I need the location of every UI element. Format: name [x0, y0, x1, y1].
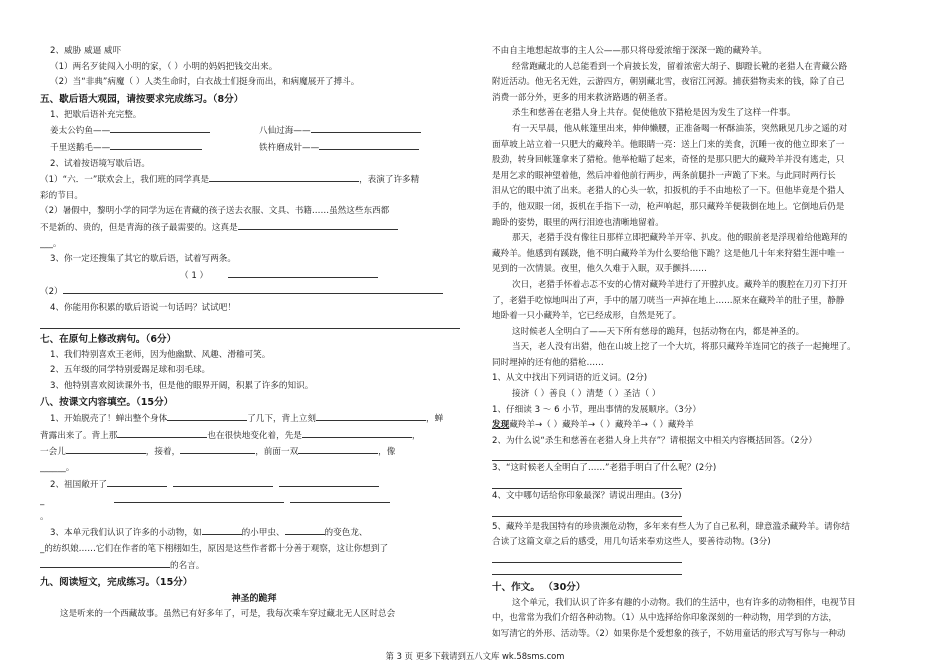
q4-item2-sentence1: （1）两名歹徒闯入小明的家，（ ）小明的妈妈把钱交出来。	[50, 61, 278, 72]
story-line-22: 同时埋掉的还有他的猎枪……	[492, 357, 604, 368]
story-line-20: 这时候老人全明白了——天下所有慈母的跪拜，包括动物在内，都是神圣的。	[512, 326, 805, 337]
answer-blank[interactable]	[114, 493, 284, 503]
q9-1-instruction: 1、从文中找出下列词语的近义词。(2分)	[492, 373, 648, 384]
q9-2-sequence: 藏羚羊→（ ）藏羚羊→（ ）藏羚羊→（ ）藏羚羊	[509, 420, 694, 431]
q8-3-d: _的纺织娘……它们在作者的笔下栩栩如生，原因是这些作者都十分善于观察，这让你想到了	[40, 544, 389, 555]
q5-row2	[40, 140, 468, 157]
q8-1-j: ，像	[378, 447, 396, 458]
answer-blank[interactable]	[290, 493, 390, 503]
story-line-15: 藏羚羊。他感到有蹊跷，他不明白藏羚羊为什么要给他下跪？这是他几十年来狩猎生涯中唯一	[492, 248, 845, 259]
answer-blank[interactable]	[302, 428, 412, 438]
q9-5-instruction: 4、文中哪句话给你印象最深？请说出理由。(3分)	[492, 491, 682, 502]
answer-blank[interactable]	[209, 172, 359, 182]
section-8-heading: 八、按课文内容填空。（15分）	[40, 397, 174, 409]
story-line-18: 了，老猎手吃惊地叫出了声，手中的屠刀咣当一声掉在地上……原来在藏羚羊的肚子里，静静	[492, 295, 845, 306]
q8-3-e: 的名言。	[170, 560, 205, 571]
answer-blank[interactable]	[285, 525, 325, 535]
story-line-3: 经常跑藏北的人总能看到一个肩披长发，留着浓密大胡子、脚蹬长靴的老猎人在青藏公路	[512, 61, 848, 72]
answer-blank[interactable]	[110, 123, 210, 133]
story-line-11: 泪从它的眼中流了出来。老猎人的心头一软，扣扳机的手不由地松了一下。但他毕竟是个猎人	[492, 186, 845, 197]
q9-1-words: 接济（ ）善良（ ）清楚（ ）圣洁（ ）	[512, 389, 661, 400]
q4-item2-words: 2、威胁 威逼 威吓	[50, 46, 122, 56]
right-column	[492, 44, 912, 643]
q5-context1-a: （1）“六．一”联欢会上，我们班的同学真是	[40, 175, 210, 186]
answer-blank[interactable]	[110, 140, 202, 150]
q5-answer1-label: （ 1 ）	[180, 270, 209, 281]
section-7-heading: 七、在原句上修改病句。（6分）	[40, 333, 177, 345]
q5-instruction1: 1、把歇后语补充完整。	[50, 109, 142, 120]
q8-1-d: 背露出来了。背上那	[40, 430, 118, 441]
q5-context2-a: （2）暑假中，黎明小学的同学为远在青藏的孩子送去衣服、文具、书籍……虽然这些东西都	[40, 206, 390, 217]
answer-blank[interactable]	[238, 220, 398, 230]
q8-3-c: 的变色龙、	[324, 528, 368, 539]
q7-sentence1: 1、我们特别喜欢王老师，因为他幽默、风趣、滑稽可笑。	[50, 349, 271, 360]
xiehouyu-3: 千里送鹅毛——	[50, 142, 111, 153]
answer-line[interactable]	[492, 477, 682, 489]
q8-1-k: ______。	[40, 463, 75, 474]
story-line-12: 手的，他双眼一闭，扳机在手指下一动，枪声响起，那只藏羚羊便栽倒在地上。它倒地后仍是	[492, 201, 845, 212]
story-title: 神圣的跪拜	[231, 594, 277, 605]
answer-line[interactable]	[40, 317, 460, 329]
story-line-19: 地卧着一只小藏羚羊，它已经成形，自然是死了。	[492, 311, 682, 322]
answer-blank[interactable]	[316, 411, 426, 421]
story-line-10: 是用乞求的眼神望着他，然后冲着他前行两步，两条前腿扑一声跪了下来。与此同时两行长	[492, 170, 836, 181]
answer-blank[interactable]	[298, 444, 378, 454]
q9-6-instruction-a: 5、藏羚羊是我国特有的珍贵濒危动物，多年来有些人为了自己私利，肆意滥杀藏羚羊。请你结	[492, 521, 850, 532]
story-line-8: 面草坡上站立着一只肥大的藏羚羊。他眼睛一亮：送上门来的美食，沉睡一夜的他立即来了一	[492, 139, 845, 150]
answer-blank[interactable]	[279, 477, 379, 487]
answer-line[interactable]	[492, 505, 682, 517]
q8-1-g: 一会儿	[40, 447, 66, 458]
answer-blank[interactable]	[63, 284, 443, 294]
story-line-7: 有一天早晨，他从帐篷里出来，伸伸懒腰，正准备喝一杯酥油茶，突然瞅见几步之遥的对	[512, 123, 848, 134]
story-line-5: 消费一部分外，更多的用来救济路遇的朝圣者。	[492, 92, 673, 103]
q5-answer2-label: （2）	[40, 287, 63, 298]
answer-blank[interactable]	[40, 558, 170, 568]
q8-2-b: _	[40, 496, 45, 507]
q5-context1-c: 彩的节目。	[40, 190, 83, 201]
q8-1-f: ，	[411, 430, 421, 441]
answer-blank[interactable]	[319, 140, 419, 150]
q8-2-c: 。	[40, 511, 49, 522]
story-line-6: 杀生和慈善在老猎人身上共存。促使他放下猎枪是因为发生了这样一件事。	[512, 108, 796, 119]
q9-3-instruction: 2、为什么说“杀生和慈善在老猎人身上共存”？请根据文中相关内容概括回答。（2分）	[492, 435, 817, 446]
left-column	[40, 44, 468, 623]
story-line-4: 附近活动。他无名无姓，云游四方，朝别藏北雪，夜宿江河源。捕获猎物卖来的钱，除了自己	[492, 77, 845, 88]
q4-item2-sentence2: （2）当“非典”病魔（ ）人类生命时，白衣战士们挺身而出，和病魔展开了搏斗。	[50, 77, 360, 88]
answer-line[interactable]	[492, 563, 682, 575]
essay-prompt-3: 如写清它的外形、活动等。（2）如果你是个爱想象的孩子，不妨用童话的形式写写你与一种动	[492, 629, 846, 639]
section-10-heading: 十、作文。 （30分）	[492, 581, 586, 593]
story-line-21: 当天，老人没有出猎，他在山坡上挖了一个大坑，将那只藏羚羊连同它的孩子一起掩埋了。	[512, 342, 856, 353]
q5-context2-b: 不是新的、贵的，但是青海的孩子最需要的。这真是	[40, 222, 238, 233]
answer-blank[interactable]	[167, 411, 247, 421]
q9-4-instruction: 3、“这时候老人全明白了……”老猎手明白了什么呢？(2分)	[492, 463, 717, 474]
q8-3-a: 3、本单元我们认识了许多的小动物，如	[50, 528, 202, 539]
answer-blank[interactable]	[107, 477, 167, 487]
essay-prompt-1: 这个单元，我们认识了许多有趣的小动物。我们的生活中，也有许多的动物相伴，电视节目	[512, 597, 856, 608]
section-5-heading: 五、歇后语大观园，请按要求完成练习。（8分）	[40, 93, 244, 105]
answer-line[interactable]	[492, 449, 682, 461]
q5-context2-c: ___。	[40, 238, 62, 249]
section-9-heading: 九、阅读短文，完成练习。（15分）	[40, 577, 193, 589]
q8-1-h: ，接着，	[145, 447, 181, 458]
story-line-14: 那天，老猎手没有像往日那样立即把藏羚羊开宰、扒皮。他的眼前老是浮现着给他跪拜的	[512, 233, 848, 244]
answer-blank[interactable]	[180, 444, 255, 454]
q8-1-c: ，蝉	[425, 414, 444, 425]
q8-1-b: 了几下，背上立刻	[247, 414, 316, 425]
q8-2-a: 2、祖国敞开了	[50, 479, 108, 490]
q7-sentence3: 3、他特别喜欢阅读课外书，但是他的眼界开阔，积累了许多的知识。	[50, 380, 314, 391]
q9-2-instruction: 1、仔细读 3 ～ 6 小节，理出事情的发展顺序。（3分）	[492, 404, 701, 415]
answer-line[interactable]	[492, 551, 682, 563]
xiehouyu-1: 姜太公钓鱼——	[50, 126, 111, 137]
q7-sentence2: 2、五年级的同学特别爱踢足球和羽毛球。	[50, 365, 211, 376]
q5-instruction3: 3、你一定还搜集了其它的歇后语，试着写两条。	[50, 254, 236, 265]
answer-blank[interactable]	[311, 123, 421, 133]
story-line-9: 股劲，转身回帐篷拿来了猎枪。他举枪瞄了起来，奇怪的是那只肥大的藏羚羊并没有逃走，只	[492, 155, 845, 166]
story-line-2: 不由自主地想起故事的主人公——那只将母爱浓缩于深深一跪的藏羚羊。	[492, 46, 768, 56]
q8-3-b: 的小甲虫、	[241, 528, 285, 539]
answer-blank[interactable]	[173, 477, 273, 487]
story-line-16: 见到的一次情景。夜里，他久久难于入眠，双手颤抖……	[492, 264, 707, 275]
answer-blank[interactable]	[228, 268, 378, 278]
story-line-1: 这是听来的一个西藏故事。虽然已有好多年了，可是，我每次乘车穿过藏北无人区时总会	[60, 609, 396, 620]
q5-row1	[40, 123, 468, 140]
essay-prompt-2: 中，也常常为我们介绍各种动物。（1）从中选择给你印象深刻的一种动物，用学到的方法，	[492, 613, 837, 624]
q5-context1-b: ，表演了许多精	[359, 175, 420, 186]
answer-blank[interactable]	[202, 525, 242, 535]
answer-blank[interactable]	[66, 444, 146, 454]
xiehouyu-2: 八仙过海——	[259, 126, 311, 137]
q5-instruction2: 2、试着按语境写歇后语。	[50, 158, 150, 169]
q8-1-e: 也在很快地变化着，先是	[207, 430, 302, 441]
story-line-13: 跪卧的姿势，眼里的两行泪迹也清晰地留着。	[492, 217, 664, 228]
q9-2-start-word: 发现	[492, 420, 510, 431]
q8-1-i: ，前面一双	[255, 447, 299, 458]
q9-6-instruction-b: 合读了这篇文章之后的感受，用几句话来奉劝这些人，要善待动物。(3分)	[492, 537, 771, 548]
story-line-17: 次日，老猎手怀着忐忑不安的心情对藏羚羊进行了开膛扒皮。藏羚羊的腹腔在刀刃下打开	[512, 279, 848, 290]
page-footer: 第 3 页 更多下载请到五八文库 wk.58sms.com	[385, 651, 565, 661]
q8-1-a: 1、开始脱壳了！蝉出整个身体	[50, 414, 168, 425]
q5-instruction4: 4、你能用你积累的歇后语说一句话吗？试试吧！	[50, 302, 236, 313]
xiehouyu-4: 铁杵磨成针——	[259, 142, 320, 153]
answer-blank[interactable]	[117, 428, 207, 438]
